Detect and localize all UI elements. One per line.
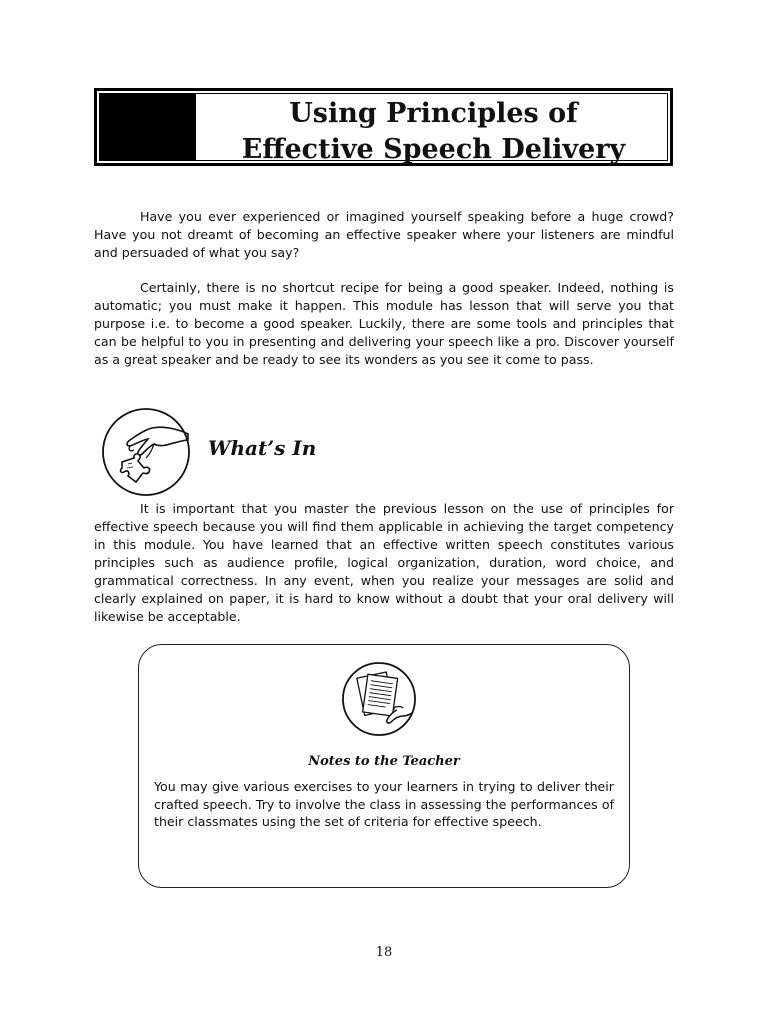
title-banner-inner bbox=[99, 93, 668, 165]
papers-hand-icon bbox=[341, 660, 417, 738]
intro-paragraph-2: Certainly, there is no shortcut recipe for being a good speaker. Indeed, nothing is automatic; you must make it happen. This module has lesson that will serve you that purpose i.e. to become a good speaker. Luckily, there are some tools and principles that can be helpful to you in presenting and delivering your speech like a pro. Discover yourself as a great speaker and be ready to see its wonders as you see it come to pass. bbox=[94, 280, 674, 367]
puzzle-hand-icon bbox=[100, 406, 192, 498]
whats-in-paragraph: It is important that you master the previous lesson on the use of principles for effective speech because you will find them applicable in achieving the target competency in this module. You have learned that an effective written speech constitutes various principles such as audience profile, logical organization, duration, word choice, and grammatical correctness. In any event, when you realize your messages are solid and clearly explained on paper, it is hard to know without a doubt that your oral delivery will likewise be acceptable. bbox=[94, 501, 674, 624]
title-black-block bbox=[100, 94, 196, 160]
intro-paragraph-1: Have you ever experienced or imagined yourself speaking before a huge crowd? Have you not dreamt of becoming an effective speaker where your listeners are mindful and persuaded of what you say? bbox=[94, 209, 674, 260]
page-title-line2: Effective Speech Delivery bbox=[241, 134, 626, 165]
whats-in-heading: What’s In bbox=[208, 436, 317, 460]
page-title-line1: Using Principles of bbox=[289, 98, 578, 129]
page-title bbox=[200, 96, 667, 168]
page-number: 18 bbox=[375, 945, 393, 960]
notes-text: You may give various exercises to your learners in trying to deliver their crafted speech. Try to involve the class in assessing the performances of their classmates using the set of criteria for effective speech. bbox=[154, 779, 614, 829]
notes-title: Notes to the Teacher bbox=[308, 754, 460, 769]
title-banner bbox=[94, 88, 673, 166]
